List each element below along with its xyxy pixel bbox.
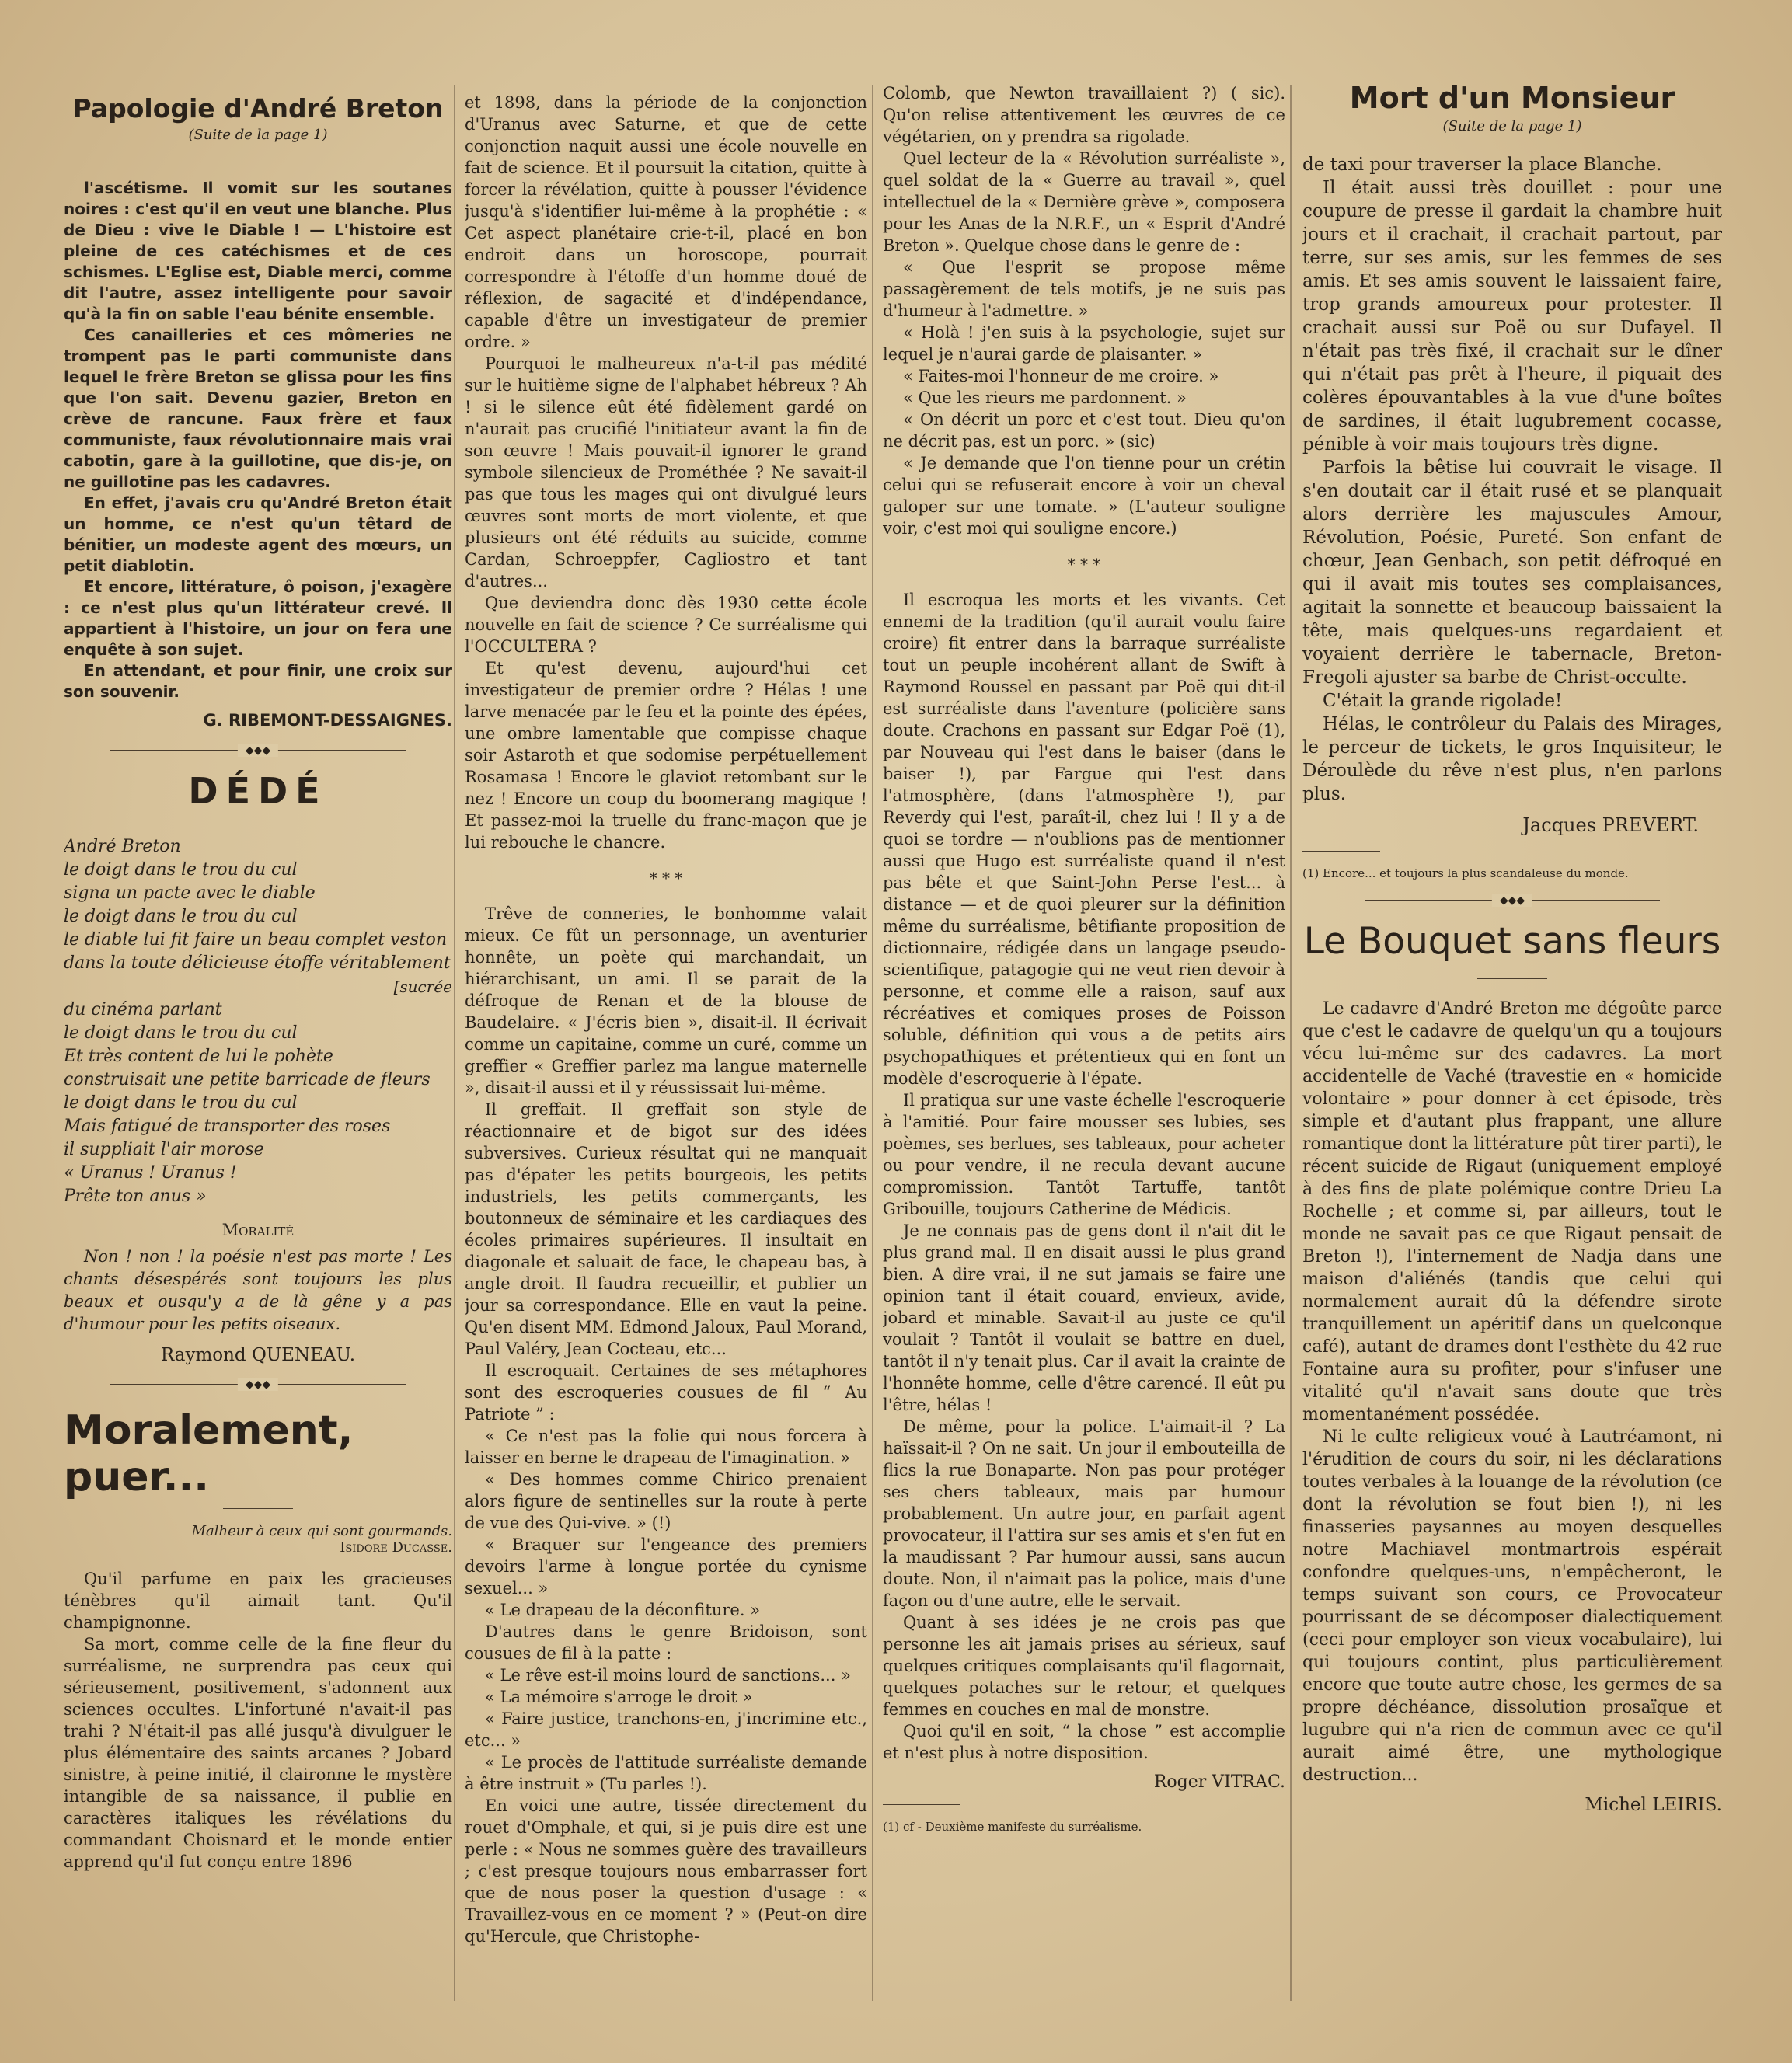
- bouquet-title: Le Bouquet sans fleurs: [1303, 920, 1721, 963]
- paragraph: D'autres dans le genre Bridoison, sont cousues de fil à la patte :: [465, 1622, 867, 1663]
- paragraph: Parfois la bêtise lui couvrait le visage. Il s'en doutait car il était rusé et se planquait alors derrière les majuscules Amour, Révolution, Poésie, Pureté. Son enfant de chœur, Jean Genbach, son petit défroqué en qui il avait mis toutes ses complaisances, agitait la sonnette et beaucoup baissaient la tête, mais quelques-uns regardaient et voyaient derrière le tabernacle, Breton-Fregoli ajuster sa barbe de Christ-occulte.: [1302, 458, 1722, 688]
- paragraph: et 1898, dans la période de la conjonction d'Uranus avec Saturne, et que de cette conjonction naquit aussi une école nouvelle en fait de science. Et il poursuit la citation, quitte à forcer la révélation, quitte à pousser l'évidence jusqu'à s'identifier lui-même à la prophétie : « Cet aspect planétaire crie-t-il, placé en bon endroit dans un horoscope, pourrait correspondre à l'étoffe d'un homme doué de réflexion, de sagacité et d'indépendance, capable d'être un investigateur de premier ordre. »: [465, 93, 867, 351]
- section-divider: ◆◆◆: [110, 750, 406, 751]
- poem-line: André Breton: [64, 837, 181, 856]
- leiris-signature: Michel LEIRIS.: [1585, 1795, 1722, 1815]
- poem-line: le doigt dans le trou du cul: [64, 1023, 298, 1043]
- prevert-body: [1302, 153, 1722, 837]
- dede-poem: [64, 835, 452, 1208]
- moralement-continued: [465, 92, 867, 1947]
- paragraph: En attendant, et pour finir, une croix sur son souvenir.: [64, 661, 452, 701]
- section-divider: ◆◆◆: [110, 1384, 406, 1385]
- paragraph: Qu'il parfume en paix les gracieuses ténèbres qu'il aimait tant. Qu'il champignonne.: [64, 1570, 452, 1632]
- paragraph: « Que l'esprit se propose même passagèrement de tels motifs, je ne suis pas d'humeur à l'admettre. »: [883, 258, 1285, 320]
- prevert-footnote: (1) Encore... et toujours la plus scandaleuse du monde.: [1302, 866, 1629, 880]
- prevert-signature: Jacques PREVERT.: [1522, 814, 1699, 836]
- poem-line: le doigt dans le trou du cul: [64, 860, 298, 880]
- poem-line: il suppliait l'air morose: [64, 1140, 264, 1159]
- dede-title: DÉDÉ: [188, 770, 328, 812]
- paragraph: Et qu'est devenu, aujourd'hui cet investigateur de premier ordre ? Hélas ! une larve menacée par le feu et la pointe des épées, une ombre lamentable que compisse chaque soir Astaroth et que sodomise perpétuellement Rosamasa ! Encore le glaviot retombant sur le nez ! Encore un coup du boomerang magique ! Et passez-moi la truelle du franc-maçon que je lui rebouche le chancre.: [465, 659, 867, 852]
- paragraph: Quant à ses idées je ne crois pas que personne les ait jamais prises au sérieux, sauf quelques critiques complaisants qu'il flagornait, quelques potaches sur le retour, et quelques femmes en couches en mal de monstre.: [883, 1613, 1285, 1719]
- footnote-rule: [1302, 851, 1380, 852]
- paragraph: En effet, j'avais cru qu'André Breton était un homme, ce n'est qu'un têtard de bénitier, un modeste agent des mœurs, un petit diablotin.: [64, 493, 452, 575]
- paragraph: de taxi pour traverser la place Blanche.: [1302, 155, 1662, 175]
- paragraph: C'était la grande rigolade!: [1323, 691, 1563, 711]
- asterism: * * *: [649, 869, 683, 887]
- paragraph: Il greffait. Il greffait son style de réactionnaire et de bigot sur des idées subversives. Curieux résultat qui ne manquait pas d'épater les petits bourgeois, les petits industriels, les petits commerçants, les boutonneux de séminaire et les cardiaques des écoles primaires supérieures. Il insultait en diagonale et saluait de face, le chapeau bas, à angle droit. Il faudra recueillir, et publier un jour sa correspondance. Elle en vaut la peine. Qu'en disent MM. Edmond Jaloux, Paul Morand, Paul Valéry, Jean Cocteau, etc...: [465, 1100, 867, 1358]
- mort-title: Mort d'un Monsieur: [1349, 81, 1675, 115]
- paragraph: Sa mort, comme celle de la fine fleur du surréalisme, ne surprendra pas ceux qui sérieusement, positivement, s'adonnent aux sciences occultes. L'infortuné n'avait-il pas trahi ? N'était-il pas allé jusqu'à divulguer le plus élémentaire des saints arcanes ? Jobard sinistre, à peine initié, il claironne le mystère intangible de sa naissance, il publie en caractères italiques les révélations du commandant Choisnard et le monde entier apprend qu'il fut conçu entre 1896: [64, 1635, 452, 1871]
- footnote-rule: [883, 1804, 960, 1805]
- paragraph: En voici une autre, tissée directement du rouet d'Omphale, et qui, si je puis dire est une perle : « Nous ne sommes guère des travailleurs ; c'est presque toujours nous embarrasser fort que de nous poser la question d'usage : « Travaillez-vous en ce moment ? » (Peut-on dire qu'Hercule, que Christophe-: [465, 1796, 867, 1946]
- poem-line: Et très content de lui le pohète: [64, 1047, 333, 1066]
- paragraph: Le cadavre d'André Breton me dégoûte parce que c'est le cadavre de quelqu'un qu a toujours vécu lui-même sur des cadavres. La mort accidentelle de Vaché (travestie en « homicide volontaire » pour donner à cet épisode, très simple et d'autant plus frappant, une allure romantique dont la littérature pût tirer parti), le récent suicide de Rigaut (uniquement employé à des fins de plate polémique contre Drieu La Rochelle ; et comme si, par ailleurs, tout le monde ne savait pas ce que Rigaut pensait de Breton !), l'internement de Nadja dans une maison d'aliénés (tandis que celui qui normalement aurait dû la défendre sirote tranquillement un apéritif dans un quelconque café), autant de drames dont l'esthète du 42 rue Fontaine aura su profiter, pour s'infuser une vitalité qu'il n'avait sans doute que très momentanément possédée.: [1302, 999, 1722, 1424]
- poem-line: signa un pacte avec le diable: [64, 883, 316, 903]
- paragraph: Trêve de conneries, le bonhomme valait mieux. Ce fût un personnage, un aventurier honnête, un poète qui marchandait, un hiérarchisant, un ami. Il se parait de la défroque de Renan et de la blouse de Baudelaire. « J'écris bien », disait-il. Il écrivait comme un capitaine, comme un curé, comme un greffier « Greffier parlez ma langue maternelle », disait-il aussi et il y réussissait lui-même.: [465, 904, 867, 1097]
- paragraph: « Le rêve est-il moins lourd de sanctions... »: [485, 1666, 851, 1685]
- paragraph: « Faire justice, tranchons-en, j'incrimine etc., etc... »: [465, 1709, 867, 1750]
- poem-line: Prête ton anus »: [64, 1187, 207, 1206]
- paragraph: « Ce n'est pas la folie qui nous forcera à laisser en berne le drapeau de l'imagination. »: [465, 1427, 867, 1467]
- asterism: * * *: [1067, 555, 1101, 573]
- paragraph: l'ascétisme. Il vomit sur les soutanes noires : c'est qu'il en veut une blanche. Plus de Dieu : vive le Diable ! — L'histoire est pleine de ces catéchismes et de ces schismes. L'Eglise est, Diable merci, comme dit l'autre, assez intelligente pour savoir qu'à la fin on sable l'eau bénite ensemble.: [64, 179, 452, 323]
- paragraph: « On décrit un porc et c'est tout. Dieu qu'on ne décrit pas, est un porc. » (sic): [883, 410, 1285, 451]
- column-2: [465, 92, 867, 2016]
- papologie-title: Papologie d'André Breton: [72, 93, 444, 124]
- paragraph: De même, pour la police. L'aimait-il ? La haïssait-il ? On ne sait. Un jour il embouteilla de flics la rue Bonaparte. Non pas pour protéger ses chers tableaux, mais par humour probablement. Un autre jour, en parfait agent provocateur, il l'attira sur ses amis et s'en fut en la maudissant ? Par humour aussi, sans aucun doute. Non, il n'aimait pas la police, mais d'une façon ou d'une autre, elle le servait.: [883, 1417, 1285, 1610]
- paragraph: « Des hommes comme Chirico prenaient alors figure de sentinelles sur la route à perte de vue des Qui-vive. » (!): [465, 1470, 867, 1532]
- leiris-body: [1302, 998, 1722, 1817]
- moralement-title: Moralement, puer...: [64, 1407, 354, 1500]
- vitrac-footnote: (1) cf - Deuxième manifeste du surréalisme.: [883, 1820, 1142, 1834]
- paragraph: Je ne connais pas de gens dont il n'ait dit le plus grand mal. Il en disait aussi le plus grand bien. A dire vrai, il ne sut jamais se faire une opinion tant il était couard, envieux, avide, jobard et minable. Savait-il au juste ce qu'il voulait ? Tantôt il voulait se battre en duel, tantôt il n'y tenait plus. Car il avait la crainte de l'honnête homme, celle d'être carencé. Il eût pu l'être, hélas !: [883, 1221, 1285, 1414]
- paragraph: « Braquer sur l'engeance des premiers devoirs l'arme à longue portée du cynisme sexuel... »: [465, 1535, 867, 1598]
- paragraph: Ces canailleries et ces mômeries ne trompent pas le parti communiste dans lequel le frère Breton se glissa pour les fins que l'on sait. Devenu gazier, Breton en crève de rancune. Faux frère et faux communiste, faux révolutionnaire mais vrai cabotin, gare à la guillotine, que dis-je, on ne guillotine pas les cadavres.: [64, 326, 452, 491]
- title-rule: [1477, 978, 1547, 979]
- paragraph: Et encore, littérature, ô poison, j'exagère : ce n'est plus qu'un littérateur crevé. Il appartient à l'histoire, un jour on fera une enquête à son sujet.: [64, 577, 452, 659]
- paragraph: « Je demande que l'on tienne pour un crétin celui qui se refuserait encore à voir un cheval galoper sur une tomate. » (L'auteur souligne voir, c'est moi qui souligne encore.): [883, 454, 1285, 538]
- paragraph: Quoi qu'il en soit, “ la chose ” est accomplie et n'est plus à notre disposition.: [883, 1722, 1285, 1762]
- poem-line: construisait une petite barricade de fleurs: [64, 1070, 431, 1089]
- column-3: [883, 82, 1285, 2016]
- column-1: [64, 78, 452, 2016]
- paragraph: « Que les rieurs me pardonnent. »: [903, 389, 1187, 407]
- vitrac-body: [883, 82, 1285, 1793]
- paragraph: « Le drapeau de la déconfiture. »: [485, 1601, 761, 1619]
- poem-line: le doigt dans le trou du cul: [64, 1093, 298, 1113]
- title-rule: [223, 1508, 293, 1509]
- ribemont-signature: G. RIBEMONT-DESSAIGNES.: [203, 711, 452, 730]
- poem-line: le diable lui fit faire un beau complet veston: [64, 930, 448, 950]
- epigraph: Malheur à ceux qui sont gourmands.: [191, 1523, 452, 1539]
- poem-line: Mais fatigué de transporter des roses: [64, 1117, 391, 1136]
- poem-line: [sucrée: [393, 977, 452, 996]
- paragraph: « Faites-moi l'honneur de me croire. »: [903, 367, 1219, 385]
- papologie-subtitle: (Suite de la page 1): [188, 127, 328, 143]
- paragraph: « Le procès de l'attitude surréaliste demande à être instruit » (Tu parles !).: [465, 1753, 867, 1793]
- paragraph: « Holà ! j'en suis à la psychologie, sujet sur lequel je n'aurai garde de plaisanter. »: [883, 323, 1285, 364]
- paragraph: Il était aussi très douillet : pour une coupure de presse il gardait la chambre huit jours et il crachait, il crachait partout, par terre, sur ses amis, sur les femmes de ses amis. Et ses amis souvent le laissaient faire, trop grands amoureux pour protester. Il crachait aussi sur Poë ou sur Dufayel. Il n'était pas très fixé, il crachait sur le dîner qui n'était pas prêt à l'heure, il piquait des colères épouvantables à la vue d'une boîtes de sardines, il était lugubrement cocasse, pénible à voir mais toujours très digne.: [1302, 178, 1722, 455]
- paragraph: Il pratiqua sur une vaste échelle l'escroquerie à l'amitié. Pour faire mousser ses lubies, ses poèmes, ses berlues, ses tableaux, pour acheter ou pour vendre, il ne recula devant aucune compromission. Tantôt Tartuffe, tantôt Gribouille, toujours Catherine de Médicis.: [883, 1091, 1285, 1218]
- poem-line: « Uranus ! Uranus !: [64, 1163, 237, 1183]
- paragraph: Il escroqua les morts et les vivants. Cet ennemi de la tradition (qu'il aurait voulu faire croire) fit entrer dans la barraque surréaliste tout un peuple incohérent allant de Swift à Raymond Roussel en passant par Poë qui dit-il est surréaliste dans l'aventure (policière sans doute. Crachons en passant sur Edgar Poë (1), par Nouveau qui l'est dans le baiser (dans le baiser !), par Fargue qui l'est dans l'atmosphère, (dans l'atmosphère !), par Reverdy qui l'est, paraît-il, chez lui ! Il y a de quoi se tordre — n'oublions pas de mentionner aussi que Hugo est surréaliste quand il n'est pas bête et que Saint-John Perse l'est... à distance — et de quoi pleurer sur la définition même du surréalisme, bêtifiante proposition de dictionnaire, rédigée dans un langage pseudo-scientifique, patagogie qui ne veut rien devoir à personne, et comme elle a raison, sauf aux récréatives et comiques proses de Poisson soluble, définition qui vous a de petits airs psychopathiques et prétentieux qui en font un modèle d'escroquerie à l'épate.: [883, 591, 1285, 1088]
- paragraph: Que deviendra donc dès 1930 cette école nouvelle en fait de science ? Ce surréalisme qui l'OCCULTERA ?: [465, 594, 867, 656]
- vitrac-signature: Roger VITRAC.: [1153, 1772, 1285, 1792]
- paragraph: Il escroquait. Certaines de ses métaphores sont des escroqueries cousues de fil “ Au Patriote ” :: [465, 1361, 867, 1424]
- paragraph: Ni le culte religieux voué à Lautréamont, ni l'érudition de cours du soir, ni les déclarations toutes verbales à la louange de la révolution (ce dont la révolution se fout bien !), ni les finasseries paysannes au moyen desquelles notre Machiavel montmartrois espérait confondre quelques-uns, n'empêcheront, le temps suivant son cours, ce Provocateur pourrissant de se décomposer dialectiquement (ceci pour employer son vieux vocabulaire), lui qui toujours contint, plus particulièrement encore que toute autre chose, les germes de sa propre déchéance, dissolution prosaïque et lugubre qui n'a rien de commun avec ce qu'il aurait aimé être, une mythologique destruction...: [1302, 1427, 1722, 1785]
- paragraph: « La mémoire s'arroge le droit »: [485, 1688, 753, 1706]
- mort-subtitle: (Suite de la page 1): [1442, 118, 1582, 134]
- paragraph: Quel lecteur de la « Révolution surréaliste », quel soldat de la « Guerre au travail », quel intellectuel de la « Dernière grève », composera pour les Anas de la N.R.F., un « Esprit d'André Breton ». Quelque chose dans le genre de :: [883, 149, 1285, 255]
- column-4: [1302, 78, 1722, 2016]
- paragraph: Colomb, que Newton travaillaient ?) ( sic). Qu'on relise attentivement les œuvres de ce végétarien, on y prendra sa rigolade.: [883, 84, 1285, 146]
- poem-line: le doigt dans le trou du cul: [64, 907, 298, 926]
- epigraph-author: Isidore Ducasse.: [340, 1539, 452, 1556]
- queneau-signature: Raymond QUENEAU.: [160, 1345, 356, 1365]
- moralite-label: Moralité: [221, 1221, 295, 1239]
- poem-line: dans la toute délicieuse étoffe véritablement: [64, 953, 451, 973]
- moralite-text: Non ! non ! la poésie n'est pas morte ! Les chants désespérés sont toujours les plus beaux et ousqu'y a de là gêne y a pas d'humour pour les petits oiseaux.: [64, 1247, 452, 1333]
- section-divider: ◆◆◆: [1365, 900, 1660, 901]
- moralement-body: [64, 1568, 452, 1873]
- paragraph: Hélas, le contrôleur du Palais des Mirages, le perceur de tickets, le gros Inquisiteur, le Déroulède du rêve n'est plus, n'en parlons plus.: [1302, 714, 1722, 804]
- papologie-body: [64, 178, 452, 731]
- poem-line: du cinéma parlant: [64, 1000, 222, 1019]
- paragraph: Pourquoi le malheureux n'a-t-il pas médité sur le huitième signe de l'alphabet hébreux ? Ah ! si le silence eût été fidèlement gardé on n'aurait pas crucifié l'initiateur avant la fin de son œuvre ! Mais pouvait-il ignorer le grand symbole silencieux de Prométhée ? Ne savait-il pas que tous les mages qui ont divulgué leurs œuvres sont morts de mort violente, et que plusieurs ont été réduits au suicide, comme Cardan, Schroeppfer, Cagliostro et tant d'autres...: [465, 354, 867, 591]
